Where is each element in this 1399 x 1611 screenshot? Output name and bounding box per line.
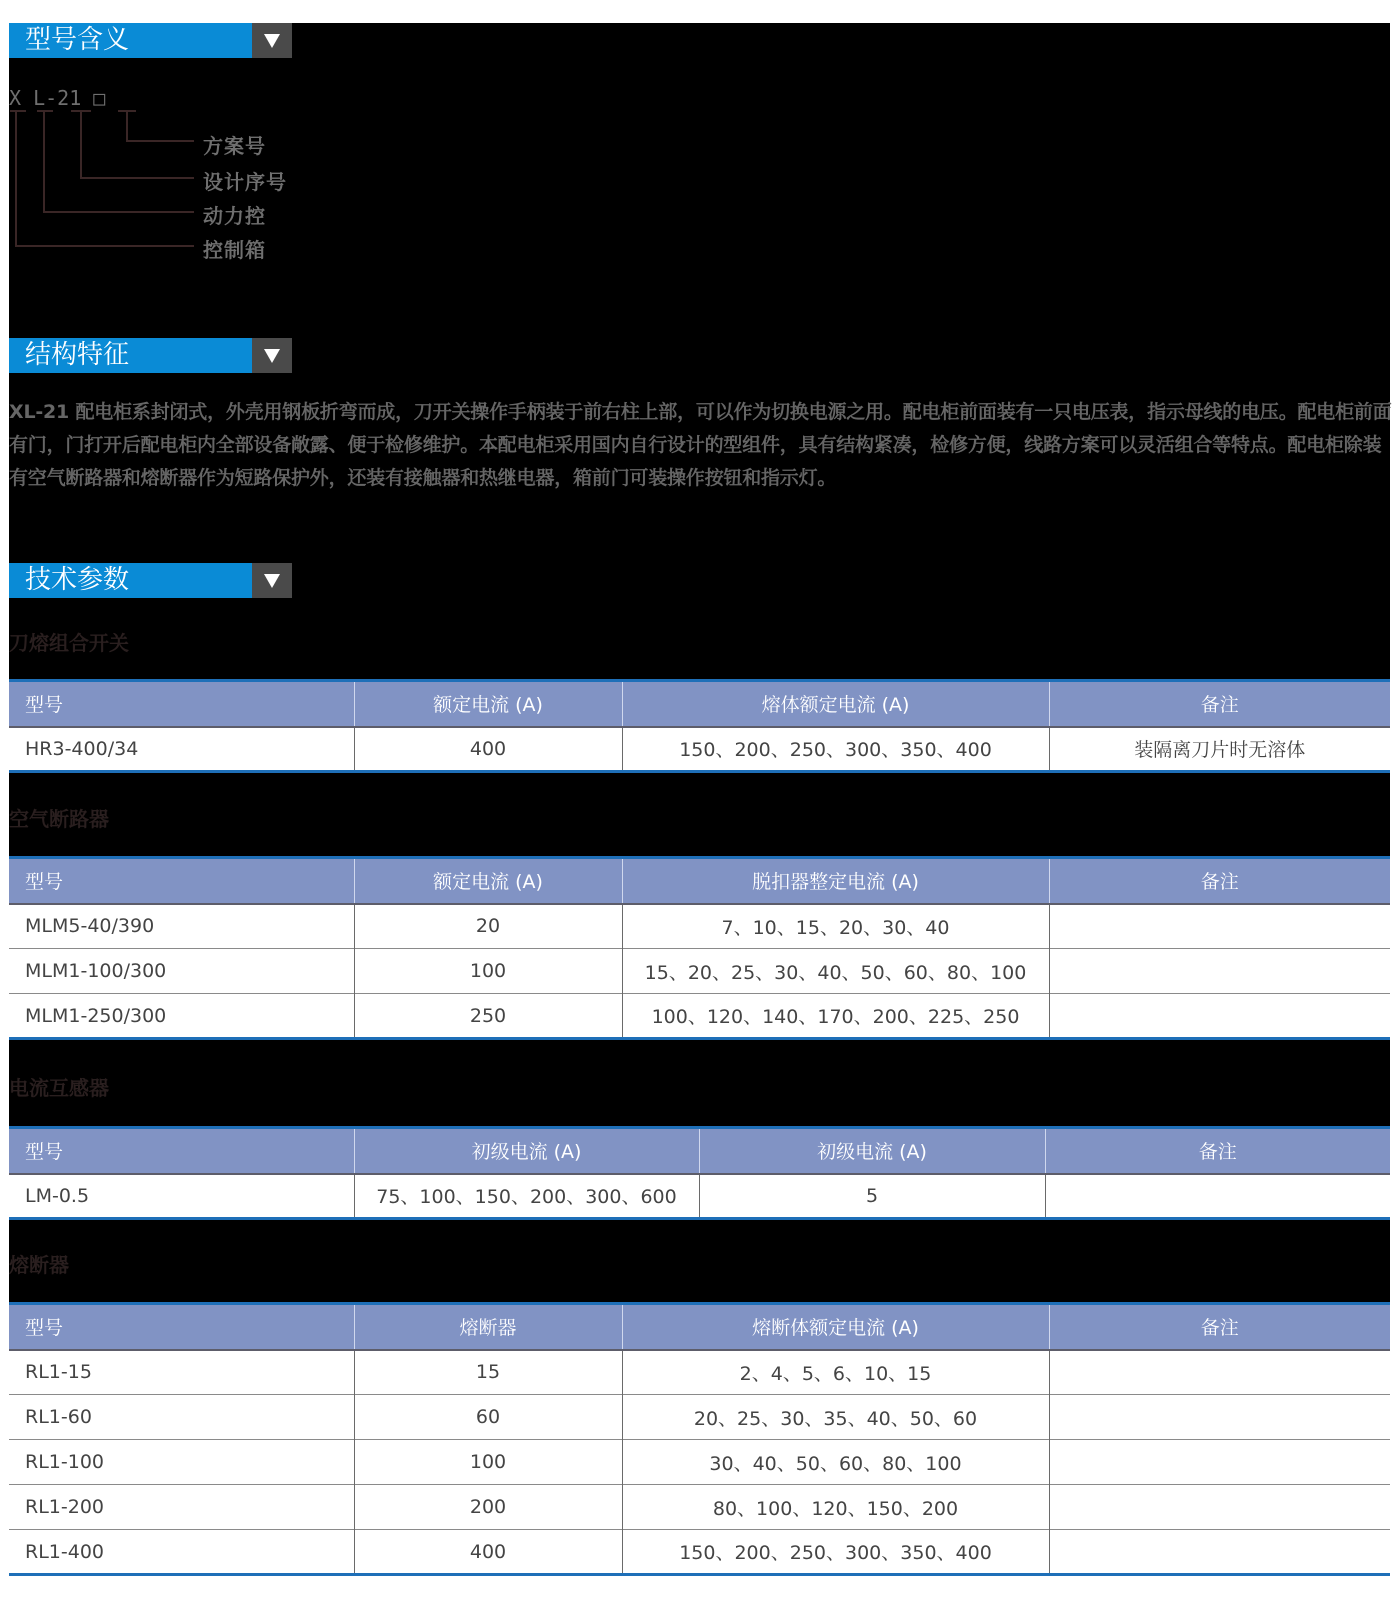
table-cell: 15 (354, 1350, 622, 1395)
table-cell: 5 (699, 1174, 1045, 1219)
spec-table-air-circuit-breaker (9, 856, 1390, 1040)
structure-description: XL-21 配电柜系封闭式，外壳用钢板折弯而成，刀开关操作手柄装于前右柱上部，可以作为切换电源之用。配电柜前面装有一只电压表，指示母线的电压。配电柜前面有门，门打开后配电柜内全部设备敞露、便于检修维护。本配电柜采用国内自行设计的型组件，具有结构紧凑，检修方便，线路方案可以灵活组合等特点。配电柜除装有空气断路器和熔断器作为短路保护外，还装有接触器和热继电器，箱前门可装操作按钮和指示灯。 (9, 401, 1392, 489)
table-cell: 400 (354, 1530, 622, 1575)
table-row (9, 949, 1390, 994)
column-header: 备注 (1049, 1304, 1390, 1350)
table-cell: HR3-400/34 (9, 727, 354, 772)
table-subtitle: 熔断器 (9, 1253, 69, 1277)
table-row (9, 904, 1390, 949)
table-header-row (9, 681, 1390, 727)
table-subtitle: 空气断路器 (9, 807, 109, 831)
model-code: X L-21 □ (9, 86, 106, 110)
table-cell: 150、200、250、300、350、400 (622, 1530, 1049, 1575)
spec-table-knife-fuse-switch (9, 679, 1390, 773)
table-row (9, 1530, 1390, 1575)
model-code-diagram (0, 0, 320, 270)
table-cell: 200 (354, 1485, 622, 1530)
table-cell: MLM1-100/300 (9, 949, 354, 994)
column-header: 型号 (9, 1304, 354, 1350)
table-cell: 20、25、30、35、40、50、60 (622, 1395, 1049, 1440)
table-cell: 30、40、50、60、80、100 (622, 1440, 1049, 1485)
table-cell (1049, 1440, 1390, 1485)
table-cell: 100 (354, 1440, 622, 1485)
column-header: 备注 (1049, 858, 1390, 904)
column-header: 初级电流 (A) (699, 1128, 1045, 1174)
table-subtitle: 电流互感器 (9, 1076, 109, 1100)
table-cell: 100、120、140、170、200、225、250 (622, 994, 1049, 1039)
section-header-tech-params[interactable] (9, 563, 292, 598)
section-title: 技术参数 (9, 563, 252, 598)
table-cell: 100 (354, 949, 622, 994)
table-cell: RL1-15 (9, 1350, 354, 1395)
table-row (9, 1485, 1390, 1530)
table-cell: 15、20、25、30、40、50、60、80、100 (622, 949, 1049, 994)
column-header: 型号 (9, 1128, 354, 1174)
table-cell: 7、10、15、20、30、40 (622, 904, 1049, 949)
collapse-toggle-button[interactable] (252, 563, 292, 598)
table-cell (1049, 904, 1390, 949)
table-cell (1049, 1350, 1390, 1395)
caret-down-icon (264, 574, 280, 588)
column-header: 熔断体额定电流 (A) (622, 1304, 1049, 1350)
table-cell: MLM5-40/390 (9, 904, 354, 949)
table-cell: 80、100、120、150、200 (622, 1485, 1049, 1530)
table-cell: RL1-100 (9, 1440, 354, 1485)
table-cell: 2、4、5、6、10、15 (622, 1350, 1049, 1395)
column-header: 额定电流 (A) (354, 681, 622, 727)
column-header: 额定电流 (A) (354, 858, 622, 904)
label-design-serial: 设计序号 (203, 170, 287, 194)
table-header-row (9, 858, 1390, 904)
table-cell: 150、200、250、300、350、400 (622, 727, 1049, 772)
table-row (9, 1350, 1390, 1395)
section-header-structure[interactable] (9, 338, 292, 373)
column-header: 备注 (1045, 1128, 1390, 1174)
table-row (9, 1440, 1390, 1485)
table-cell (1049, 1530, 1390, 1575)
table-cell: MLM1-250/300 (9, 994, 354, 1039)
table-cell (1045, 1174, 1390, 1219)
table-cell: 400 (354, 727, 622, 772)
label-power-control: 动力控 (203, 204, 266, 228)
table-header-row (9, 1128, 1390, 1174)
column-header: 型号 (9, 681, 354, 727)
table-cell: 60 (354, 1395, 622, 1440)
table-cell (1049, 949, 1390, 994)
section-title: 结构特征 (9, 338, 252, 373)
column-header: 型号 (9, 858, 354, 904)
table-cell: 20 (354, 904, 622, 949)
label-control-box: 控制箱 (203, 238, 266, 262)
collapse-toggle-button[interactable] (252, 338, 292, 373)
table-cell: 装隔离刀片时无溶体 (1049, 727, 1390, 772)
table-cell: RL1-60 (9, 1395, 354, 1440)
table-cell (1049, 994, 1390, 1039)
column-header: 备注 (1049, 681, 1390, 727)
table-cell (1049, 1395, 1390, 1440)
table-cell: LM-0.5 (9, 1174, 354, 1219)
table-cell: RL1-400 (9, 1530, 354, 1575)
table-cell: 250 (354, 994, 622, 1039)
table-row (9, 727, 1390, 772)
spec-table-fuse (9, 1302, 1390, 1576)
column-header: 脱扣器整定电流 (A) (622, 858, 1049, 904)
table-row (9, 994, 1390, 1039)
table-cell: 75、100、150、200、300、600 (354, 1174, 699, 1219)
column-header: 熔体额定电流 (A) (622, 681, 1049, 727)
table-row (9, 1174, 1390, 1219)
section-title: 型号含义 (9, 23, 252, 58)
table-subtitle: 刀熔组合开关 (9, 631, 129, 655)
table-row (9, 1395, 1390, 1440)
table-cell (1049, 1485, 1390, 1530)
label-scheme-number: 方案号 (203, 134, 266, 158)
table-cell: RL1-200 (9, 1485, 354, 1530)
column-header: 初级电流 (A) (354, 1128, 699, 1174)
table-header-row (9, 1304, 1390, 1350)
spec-table-current-transformer (9, 1126, 1390, 1220)
column-header: 熔断器 (354, 1304, 622, 1350)
caret-down-icon (264, 349, 280, 363)
